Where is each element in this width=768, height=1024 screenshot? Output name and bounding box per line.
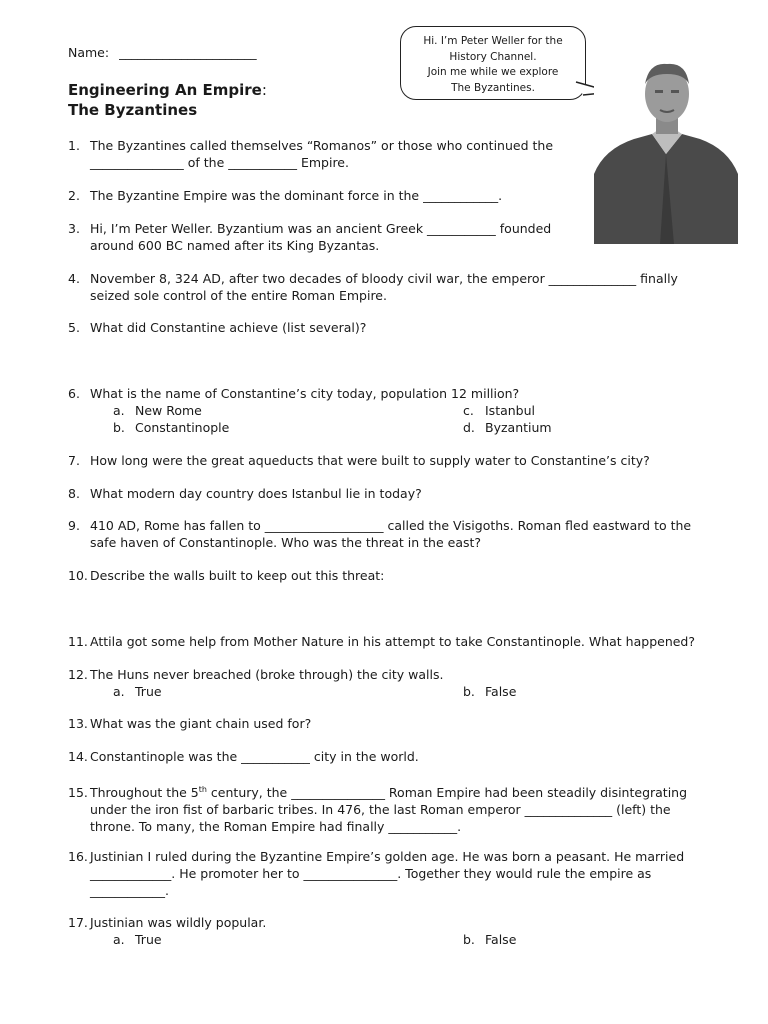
option-q17-b[interactable]: b. False: [463, 932, 517, 947]
question-12: 12. The Huns never breached (broke through) the city walls.: [68, 667, 444, 682]
question-11: 11. Attila got some help from Mother Nature in his attempt to take Constantinople. What happened?: [68, 634, 695, 649]
title-line2: The Byzantines: [68, 101, 198, 119]
question-2: 2. The Byzantine Empire was the dominant force in the ____________.: [68, 188, 503, 203]
person-photo: [594, 54, 738, 244]
question-1: 1. The Byzantines called themselves “Romanos” or those who continued the _______________ of the ___________ Empire.: [68, 138, 554, 170]
question-7: 7. How long were the great aqueducts that were built to supply water to Constantine’s city?: [68, 453, 650, 468]
question-3: 3. Hi, I’m Peter Weller. Byzantium was an ancient Greek ___________ founded around 600 BC named after its King Byzantas.: [68, 221, 552, 253]
speech-bubble: [400, 26, 586, 100]
option-q6-b[interactable]: b. Constantinople: [113, 420, 230, 435]
option-q6-d[interactable]: d. Byzantium: [463, 420, 552, 435]
name-blank: ______________________: [119, 45, 257, 60]
option-q6-c[interactable]: c. Istanbul: [463, 403, 536, 418]
bubble-line3: Join me while we explore: [427, 66, 559, 78]
option-q12-a[interactable]: a. True: [113, 684, 162, 699]
title-colon: :: [261, 81, 267, 99]
question-17: 17. Justinian was wildly popular.: [68, 915, 267, 930]
question-10: 10. Describe the walls built to keep out this threat:: [68, 568, 385, 583]
question-4: 4. November 8, 324 AD, after two decades of bloody civil war, the emperor ______________ finally seized sole control of the entire Roman Empire.: [68, 271, 678, 303]
option-q6-a[interactable]: a. New Rome: [113, 403, 202, 418]
option-q17-a[interactable]: a. True: [113, 932, 162, 947]
question-8: 8. What modern day country does Istanbul lie in today?: [68, 486, 422, 501]
question-15: 15. Throughout the 5th century, the _______________ Roman Empire had been steadily disintegrating under the iron fist of barbaric tribes. In 476, the last Roman emperor ______________ (left) the throne. To many, the Roman Empire had finally ___________.: [68, 785, 688, 835]
bubble-line4: The Byzantines.: [451, 81, 535, 94]
bubble-line1: Hi. I’m Peter Weller for the: [423, 35, 563, 47]
question-5: 5. What did Constantine achieve (list several)?: [68, 320, 367, 335]
question-13: 13. What was the giant chain used for?: [68, 716, 312, 731]
page-title: [68, 80, 267, 120]
question-6: 6. What is the name of Constantine’s city today, population 12 million?: [68, 386, 520, 401]
name-field[interactable]: [68, 45, 257, 60]
question-9: 9. 410 AD, Rome has fallen to ___________________ called the Visigoths. Roman fled eastward to the safe haven of Constantinople. Who was the threat in the east?: [68, 518, 692, 550]
question-16: 16. Justinian I ruled during the Byzantine Empire’s golden age. He was born a peasant. He married _____________. He promoter her to _______________. Together they would rule the empire as ____________.: [68, 849, 685, 898]
option-q12-b[interactable]: b. False: [463, 684, 517, 699]
name-label: Name:: [68, 45, 110, 60]
bubble-line2: History Channel.: [449, 50, 537, 63]
question-14: 14. Constantinople was the ___________ city in the world.: [68, 749, 419, 764]
title-line1: Engineering An Empire: [68, 81, 262, 99]
